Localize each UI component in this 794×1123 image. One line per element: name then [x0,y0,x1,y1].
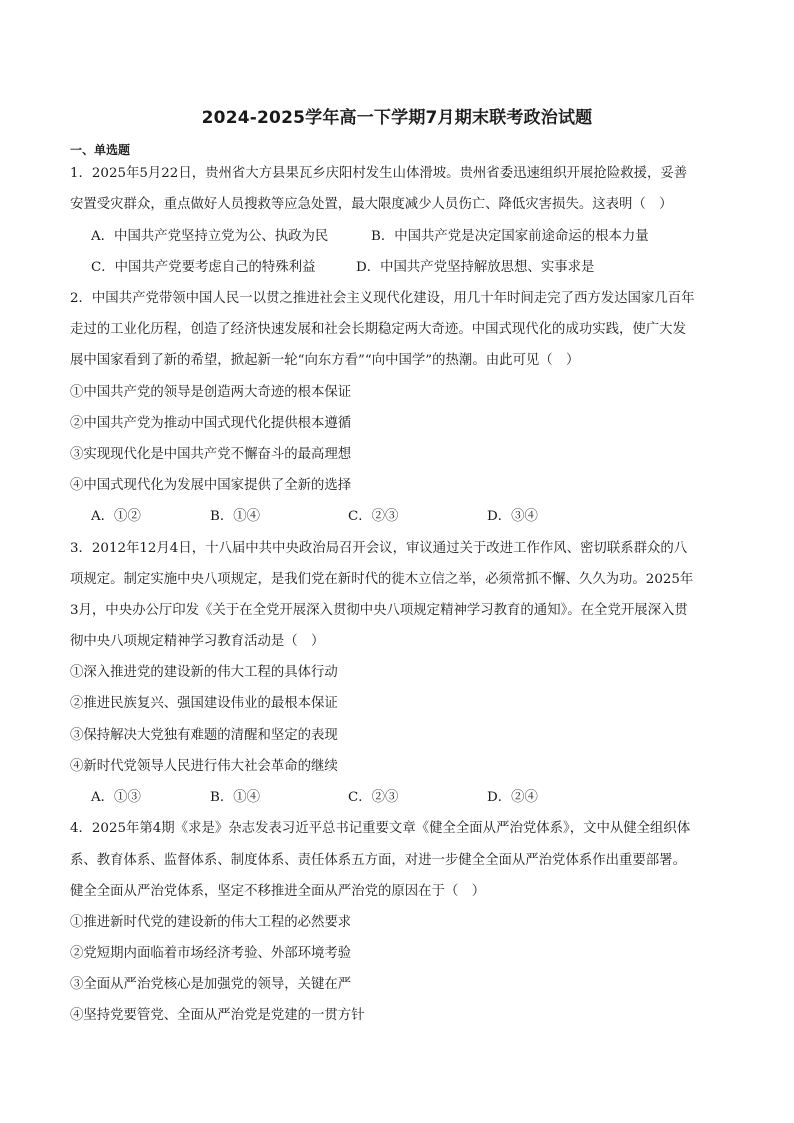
q2-option-d[interactable]: D．③④ [487,509,538,524]
q2-stem-line: 走过的工业化历程，创造了经济快速发展和社会长期稳定两大奇迹。中国式现代化的成功实践，使广大发 [70,322,686,337]
page-title: 2024-2025学年高一下学期7月期末联考政治试题 [201,108,593,128]
q2-item: ②中国共产党为推动中国式现代化提供根本遵循 [70,416,352,431]
q1-option-b[interactable]: B．中国共产党是决定国家前途命运的根本力量 [371,229,649,244]
q1-option-a[interactable]: A．中国共产党坚持立党为公、执政为民 [91,229,329,244]
q3-option-a[interactable]: A．①③ [91,790,141,805]
q1-option-d[interactable]: D．中国共产党坚持解放思想、实事求是 [356,260,595,275]
q3-option-c[interactable]: C．②③ [348,790,399,805]
q2-stem-line: 2．中国共产党带领中国人民一以贯之推进社会主义现代化建设，用几十年时间走完了西方发达国家几百年 [70,291,695,306]
q1-option-c[interactable]: C．中国共产党要考虑自己的特殊利益 [91,260,316,275]
q2-item: ③实现现代化是中国共产党不懈奋斗的最高理想 [70,447,352,462]
q2-option-a[interactable]: A．①② [91,509,141,524]
q4-item: ④坚持党要管党、全面从严治党是党建的一贯方针 [70,1008,365,1023]
q4-stem-line: 4．2025年第4期《求是》杂志发表习近平总书记重要文章《健全全面从严治党体系》，文中从健全组织体 [70,821,691,836]
q3-stem-line: 项规定。制定实施中央八项规定，是我们党在新时代的徙木立信之举，必须常抓不懈、久久为功。2025年 [70,572,694,587]
q3-item: ③保持解决大党独有难题的清醒和坚定的表现 [70,728,338,743]
q3-item: ②推进民族复兴、强国建设伟业的最根本保证 [70,696,338,711]
q2-item: ④中国式现代化为发展中国家提供了全新的选择 [70,478,352,493]
q3-option-d[interactable]: D．②④ [487,790,538,805]
q3-stem-line: 彻中央八项规定精神学习教育活动是（ ） [70,634,325,649]
q2-stem-line: 展中国家看到了新的希望，掀起新一轮“向东方看”“向中国学”的热潮。由此可见（ ） [70,353,580,368]
q3-option-b[interactable]: B．①④ [210,790,261,805]
q1-stem-line: 安置受灾群众，重点做好人员搜救等应急处置，最大限度减少人员伤亡、降低灾害损失。这表明（ ） [70,197,673,212]
section-heading: 一、单选题 [70,143,131,157]
q3-item: ④新时代党领导人民进行伟大社会革命的继续 [70,759,338,774]
q3-item: ①深入推进党的建设新的伟大工程的具体行动 [70,665,338,680]
q4-item: ①推进新时代党的建设新的伟大工程的必然要求 [70,915,352,930]
q4-item: ②党短期内面临着市场经济考验、外部环境考验 [70,946,352,961]
q3-stem-line: 3月，中央办公厅印发《关于在全党开展深入贯彻中央八项规定精神学习教育的通知》。在全党开展深入贯 [70,603,688,618]
q1-stem-line: 1．2025年5月22日，贵州省大方县果瓦乡庆阳村发生山体滑坡。贵州省委迅速组织开展抢险救援，妥善 [70,166,688,181]
q3-stem-line: 3．2012年12月4日，十八届中共中央政治局召开会议，审议通过关于改进工作作风、密切联系群众的八 [70,541,688,556]
q4-item: ③全面从严治党核心是加强党的领导，关键在严 [70,977,352,992]
q4-stem-line: 系、教育体系、监督体系、制度体系、责任体系五方面，对进一步健全全面从严治党体系作出重要部署。 [70,853,686,868]
q2-option-c[interactable]: C．②③ [348,509,399,524]
q2-item: ①中国共产党的领导是创造两大奇迹的根本保证 [70,385,352,400]
q2-option-b[interactable]: B．①④ [210,509,261,524]
q4-stem-line: 健全全面从严治党体系，坚定不移推进全面从严治党的原因在于（ ） [70,884,486,899]
